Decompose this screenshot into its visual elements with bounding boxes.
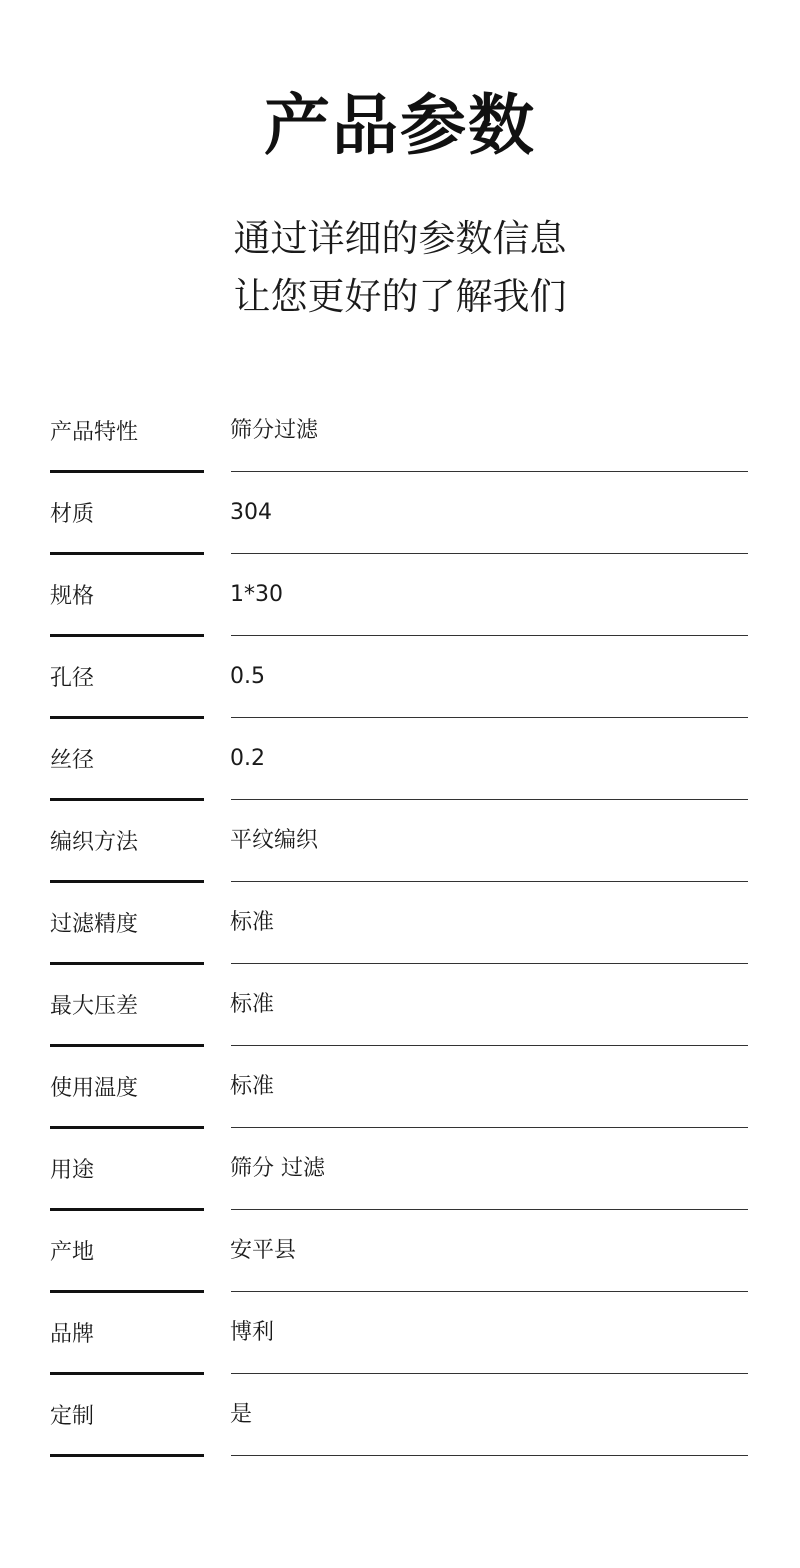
label-divider bbox=[50, 1290, 204, 1293]
label-divider bbox=[50, 962, 204, 965]
param-value: 0.5 bbox=[230, 664, 265, 689]
param-label: 过滤精度 bbox=[50, 912, 139, 937]
value-divider bbox=[231, 553, 748, 554]
param-value: 博利 bbox=[230, 1320, 275, 1345]
label-divider bbox=[50, 1208, 204, 1211]
param-value: 筛分 过滤 bbox=[230, 1156, 325, 1181]
value-divider bbox=[231, 1291, 748, 1292]
param-row bbox=[0, 884, 800, 966]
value-divider bbox=[231, 1209, 748, 1210]
param-value: 1*30 bbox=[230, 582, 283, 607]
param-value: 是 bbox=[230, 1402, 253, 1427]
value-divider bbox=[231, 881, 748, 882]
subtitle bbox=[0, 210, 800, 326]
param-row bbox=[0, 1376, 800, 1458]
label-divider bbox=[50, 1044, 204, 1047]
label-divider bbox=[50, 634, 204, 637]
subtitle-line-1: 通过详细的参数信息 bbox=[233, 217, 567, 260]
param-row bbox=[0, 1294, 800, 1376]
label-divider bbox=[50, 880, 204, 883]
param-row bbox=[0, 1130, 800, 1212]
param-label: 使用温度 bbox=[50, 1076, 139, 1101]
param-row bbox=[0, 1048, 800, 1130]
param-row bbox=[0, 556, 800, 638]
label-divider bbox=[50, 1372, 204, 1375]
param-value: 筛分过滤 bbox=[230, 418, 319, 443]
value-divider bbox=[231, 799, 748, 800]
param-label: 品牌 bbox=[50, 1322, 95, 1347]
param-label: 产品特性 bbox=[50, 420, 139, 445]
param-row bbox=[0, 638, 800, 720]
param-label: 用途 bbox=[50, 1158, 95, 1183]
subtitle-line-2: 让您更好的了解我们 bbox=[233, 275, 567, 318]
param-value: 304 bbox=[230, 500, 272, 525]
value-divider bbox=[231, 1045, 748, 1046]
value-divider bbox=[231, 1127, 748, 1128]
value-divider bbox=[231, 963, 748, 964]
param-label: 产地 bbox=[50, 1240, 95, 1265]
param-value: 平纹编织 bbox=[230, 828, 319, 853]
param-row bbox=[0, 966, 800, 1048]
label-divider bbox=[50, 552, 204, 555]
param-label: 丝径 bbox=[50, 748, 95, 773]
value-divider bbox=[231, 1373, 748, 1374]
value-divider bbox=[231, 1455, 748, 1456]
param-label: 规格 bbox=[50, 584, 95, 609]
param-value: 标准 bbox=[230, 992, 275, 1017]
param-label: 材质 bbox=[50, 502, 95, 527]
param-label: 定制 bbox=[50, 1404, 95, 1429]
param-row bbox=[0, 802, 800, 884]
param-row bbox=[0, 1212, 800, 1294]
value-divider bbox=[231, 635, 748, 636]
label-divider bbox=[50, 1454, 204, 1457]
param-table bbox=[0, 392, 800, 1458]
page-title: 产品参数 bbox=[264, 87, 536, 164]
label-divider bbox=[50, 716, 204, 719]
param-row bbox=[0, 720, 800, 802]
param-label: 孔径 bbox=[50, 666, 95, 691]
param-value: 标准 bbox=[230, 910, 275, 935]
param-row bbox=[0, 474, 800, 556]
value-divider bbox=[231, 717, 748, 718]
label-divider bbox=[50, 470, 204, 473]
param-label: 最大压差 bbox=[50, 994, 139, 1019]
label-divider bbox=[50, 1126, 204, 1129]
label-divider bbox=[50, 798, 204, 801]
param-label: 编织方法 bbox=[50, 830, 139, 855]
param-row bbox=[0, 392, 800, 474]
value-divider bbox=[231, 471, 748, 472]
param-value: 安平县 bbox=[230, 1238, 297, 1263]
param-value: 标准 bbox=[230, 1074, 275, 1099]
param-value: 0.2 bbox=[230, 746, 265, 771]
